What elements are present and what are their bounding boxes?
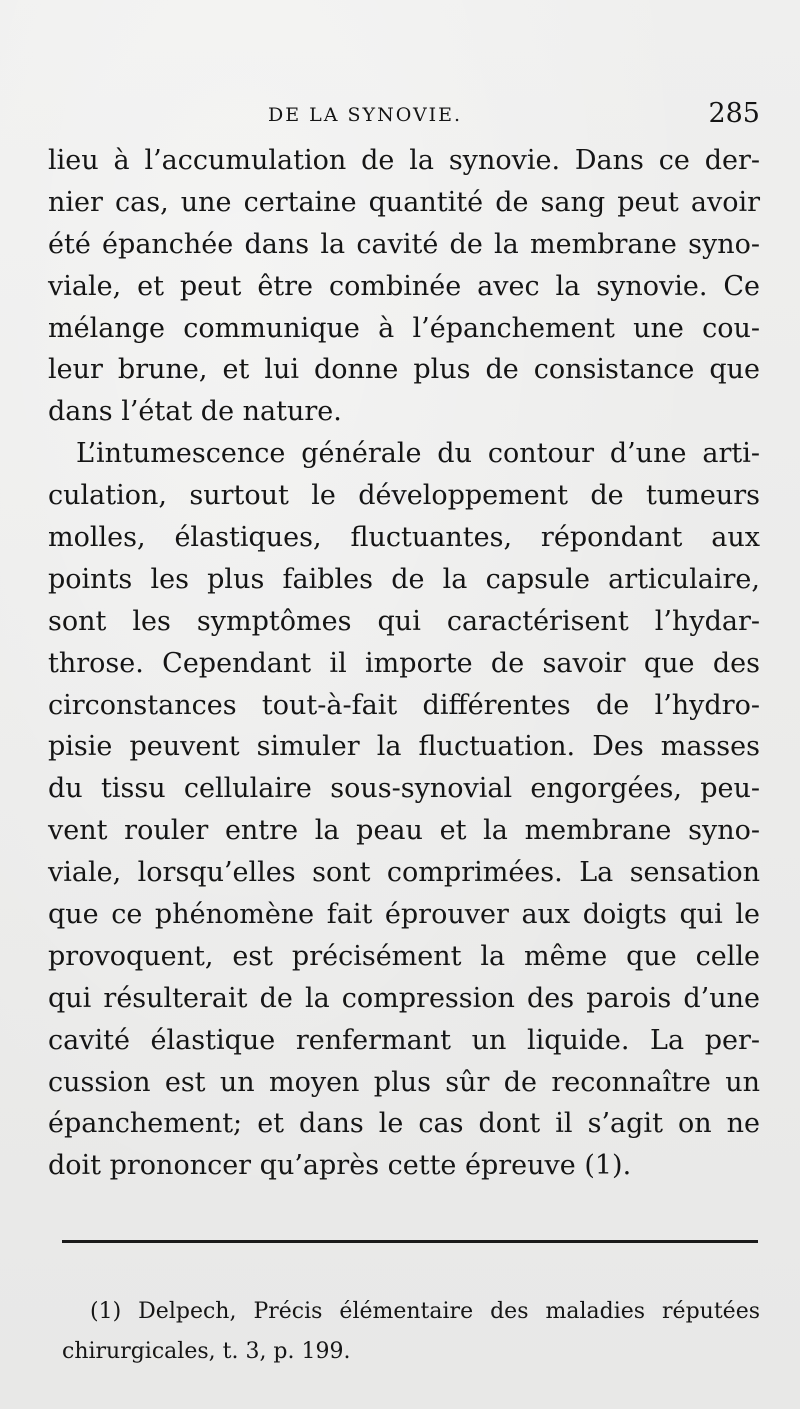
text-line: viale, et peut être combinée avec la synovie. Ce — [48, 270, 760, 302]
text-line: vent rouler entre la peau et la membrane syno- — [48, 815, 760, 847]
text-line: nier cas, une certaine quantité de sang peut avoir — [48, 186, 760, 218]
text-line: culation, surtout le développement de tumeurs — [48, 480, 760, 512]
footnote-line: chirurgicales, t. 3, p. 199. — [62, 1339, 351, 1364]
page-number: 285 — [708, 98, 760, 129]
text-line: leur brune, et lui donne plus de consistance que — [48, 354, 760, 386]
text-line: qui résulterait de la compression des parois d’une — [48, 982, 760, 1014]
text-line: points les plus faibles de la capsule articulaire, — [48, 563, 760, 595]
footnote-rule — [62, 1240, 758, 1243]
footnote-line: (1) Delpech, Précis élémentaire des maladies réputées — [90, 1299, 760, 1324]
text-line: épanchement; et dans le cas dont il s’agit on ne — [48, 1108, 760, 1140]
text-line: L’intumescence générale du contour d’une arti- — [76, 438, 760, 470]
text-line: throse. Cependant il importe de savoir que des — [48, 647, 760, 679]
text-line: dans l’état de nature. — [48, 396, 342, 428]
text-line: viale, lorsqu’elles sont comprimées. La sensation — [48, 857, 760, 889]
body-text — [48, 140, 760, 1187]
text-line: du tissu cellulaire sous-synovial engorgées, peu- — [48, 773, 760, 805]
text-line: lieu à l’accumulation de la synovie. Dans ce der- — [48, 145, 760, 176]
text-line: pisie peuvent simuler la fluctuation. Des masses — [48, 731, 760, 763]
page-header — [48, 98, 760, 134]
text-line: molles, élastiques, fluctuantes, répondant aux — [48, 522, 760, 554]
footnote — [62, 1292, 760, 1372]
text-line: doit prononcer qu’après cette épreuve (1). — [48, 1150, 632, 1182]
running-title: DE LA SYNOVIE. — [268, 104, 463, 126]
text-line: cussion est un moyen plus sûr de reconnaître un — [48, 1066, 760, 1098]
text-line: provoquent, est précisément la même que celle — [48, 940, 760, 972]
text-line: que ce phénomène fait éprouver aux doigts qui le — [48, 899, 760, 931]
text-line: été épanchée dans la cavité de la membrane syno- — [48, 228, 760, 260]
text-line: mélange communique à l’épanchement une cou- — [48, 312, 760, 344]
text-line: circonstances tout-à-fait différentes de l’hydro- — [48, 689, 760, 721]
text-line: sont les symptômes qui caractérisent l’hydar- — [48, 605, 760, 637]
text-line: cavité élastique renfermant un liquide. La per- — [48, 1024, 760, 1056]
